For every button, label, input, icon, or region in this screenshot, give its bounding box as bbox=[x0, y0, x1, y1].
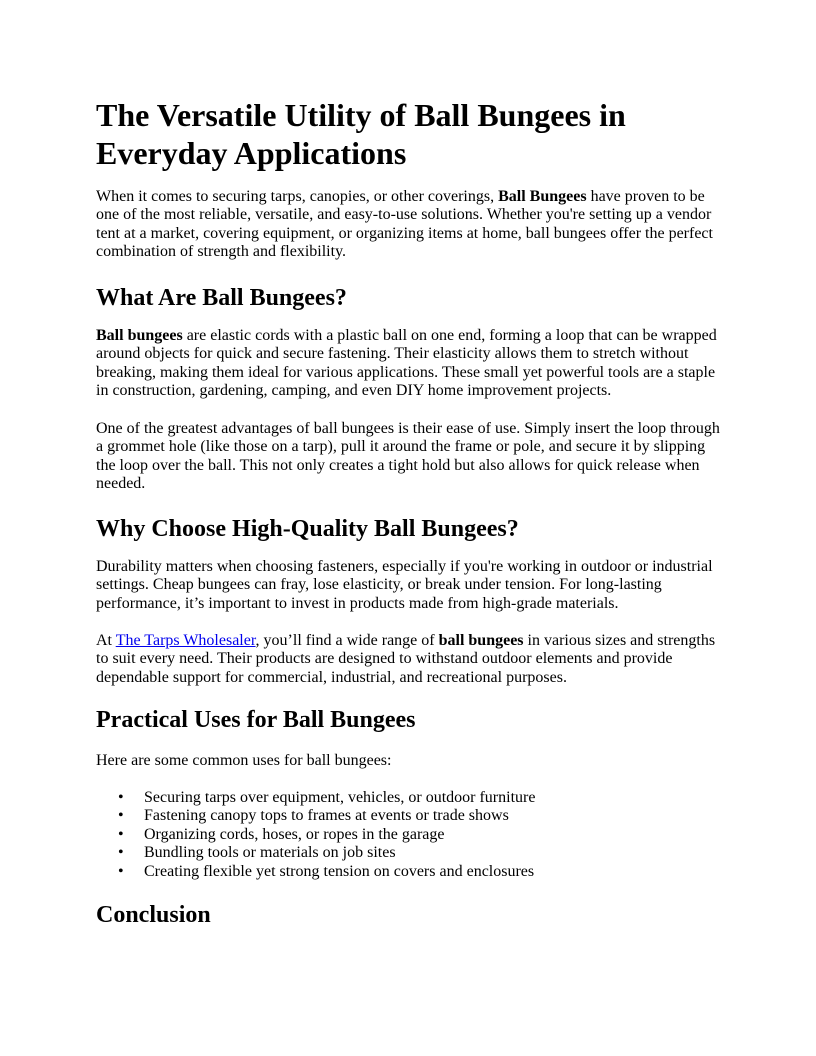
list-item bbox=[96, 844, 724, 862]
list-item-text: Creating flexible yet strong tension on covers and enclosures bbox=[144, 862, 535, 880]
bullet-icon: • bbox=[118, 862, 124, 880]
list-item bbox=[96, 807, 724, 825]
what-are-paragraph-1 bbox=[96, 327, 724, 401]
list-item bbox=[96, 863, 724, 881]
what-are-bold-term: Ball bungees bbox=[96, 327, 183, 344]
why-choose-text-mid: , you’ll find a wide range of bbox=[255, 632, 439, 649]
intro-paragraph bbox=[96, 188, 724, 262]
what-are-paragraph-2: One of the greatest advantages of ball bungees is their ease of use. Simply insert the loop through a grommet hole (like those on a tarp), pull it around the frame or pole, and secure it by slipping the loop over the ball. This not only creates a tight hold but also allows for quick release when needed. bbox=[96, 420, 720, 493]
why-choose-text-after: in various sizes and strengths to suit every need. Their products are designed to withstand outdoor elements and provide dependable support for commercial, industrial, and recreational purposes. bbox=[96, 632, 716, 686]
page-title: The Versatile Utility of Ball Bungees in Everyday Applications bbox=[96, 97, 626, 171]
why-choose-text-before: At bbox=[96, 632, 116, 649]
bullet-icon: • bbox=[118, 844, 124, 862]
list-item-text: Bundling tools or materials on job sites bbox=[144, 844, 396, 862]
list-item bbox=[96, 789, 724, 807]
list-item bbox=[96, 826, 724, 844]
heading-practical-uses: Practical Uses for Ball Bungees bbox=[96, 707, 416, 733]
intro-text-after: have proven to be one of the most reliable, versatile, and easy-to-use solutions. Whether you're setting up a vendor tent at a market, covering equipment, or organizing items at home, ball bungees offer the perfect combination of strength and flexibility. bbox=[96, 188, 713, 261]
list-item-text: Fastening canopy tops to frames at events or trade shows bbox=[144, 807, 509, 825]
what-are-text-1: are elastic cords with a plastic ball on one end, forming a loop that can be wrapped around objects for quick and secure fastening. Their elasticity allows them to stretch without breaking, making them ideal for various applications. These small yet powerful tools are a staple in construction, gardening, camping, and even DIY home improvement projects. bbox=[96, 327, 717, 400]
heading-what-are-ball-bungees: What Are Ball Bungees? bbox=[96, 285, 347, 311]
intro-text-before: When it comes to securing tarps, canopies, or other coverings, bbox=[96, 188, 499, 205]
bullet-icon: • bbox=[118, 825, 124, 843]
why-choose-paragraph-1: Durability matters when choosing fasteners, especially if you're working in outdoor or industrial settings. Cheap bungees can fray, lose elasticity, or break under tension. For long-lasting performance, it’s important to invest in products made from high-grade materials. bbox=[96, 558, 713, 612]
why-choose-paragraph-2 bbox=[96, 632, 724, 687]
list-item-text: Securing tarps over equipment, vehicles, or outdoor furniture bbox=[144, 789, 536, 806]
bullet-icon: • bbox=[118, 789, 124, 806]
heading-conclusion: Conclusion bbox=[96, 902, 211, 928]
why-choose-bold-term: ball bungees bbox=[438, 632, 524, 649]
list-item-text: Organizing cords, hoses, or ropes in the garage bbox=[144, 825, 445, 843]
uses-list bbox=[96, 789, 724, 881]
bullet-icon: • bbox=[118, 807, 124, 825]
intro-bold-term: Ball Bungees bbox=[498, 188, 587, 205]
heading-why-choose: Why Choose High-Quality Ball Bungees? bbox=[96, 516, 519, 542]
tarps-wholesaler-link[interactable]: The Tarps Wholesaler bbox=[115, 632, 256, 649]
practical-uses-intro: Here are some common uses for ball bungees: bbox=[96, 752, 392, 769]
